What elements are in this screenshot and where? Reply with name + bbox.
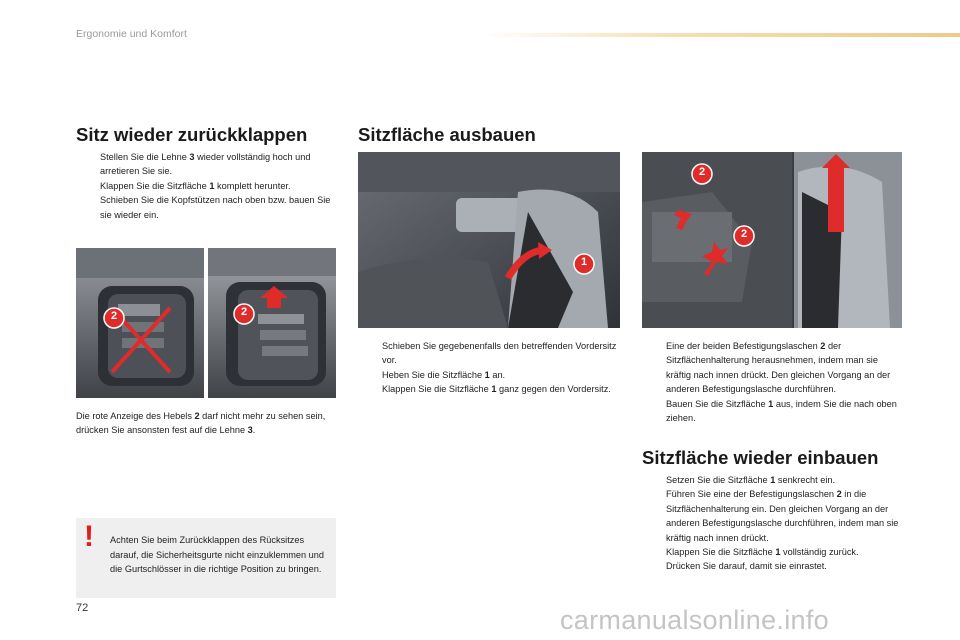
page-number: 72 [76, 602, 89, 614]
section-header: Ergonomie und Komfort [76, 28, 187, 40]
seat-lift-photo [358, 152, 620, 328]
callout-2: 2 [698, 166, 706, 178]
title-sitzflaeche-einbauen: Sitzfläche wieder einbauen [642, 447, 879, 468]
callout-2: 2 [240, 306, 248, 318]
steps-sitzflaeche-ausbauen [358, 339, 620, 397]
list-item: Bauen Sie die Sitzfläche 1 aus, indem Sie die nach oben ziehen. [666, 398, 897, 424]
list-item: Klappen Sie die Sitzfläche 1 komplett herunter. [100, 180, 291, 191]
list-item: Eine der beiden Befestigungslaschen 2 der Sitzflächenhalterung herausnehmen, indem man sie kräftig nach innen drückt. Den gleichen Vorgang an der anderen Befestigungslasche durchführen. [666, 341, 891, 395]
note-red-indicator: Die rote Anzeige des Hebels 2 darf nicht mehr zu sehen sein, drücken Sie ansonsten fest auf die Lehne 3. [76, 411, 326, 436]
list-item: Klappen Sie die Sitzfläche 1 ganz gegen den Vordersitz. [382, 384, 611, 395]
list-item: Setzen Sie die Sitzfläche 1 senkrecht ein. [666, 475, 836, 485]
list-item: Führen Sie eine der Befestigungslaschen 2 in die Sitzflächenhalterung ein. Den gleichen Vorgang an der anderen Befestigungslasche durchführen, indem man sie kräftig nach innen drückt. [666, 489, 899, 543]
list-item: Schieben Sie gegebenenfalls den betreffenden Vordersitz vor. [382, 341, 617, 366]
list-item: Heben Sie die Sitzfläche 1 an. [382, 369, 506, 380]
callout-2: 2 [740, 228, 748, 240]
list-item: Klappen Sie die Sitzfläche 1 vollständig zurück. [666, 547, 859, 558]
steps-sitzflaeche-einbauen [642, 473, 904, 574]
steps-sitz-zurueckklappen [76, 150, 338, 222]
watermark: carmanualsonline.info [560, 605, 829, 635]
steps-befestigungslaschen [642, 339, 904, 425]
lever-crossed-photo [76, 248, 204, 398]
title-sitzflaeche-ausbauen: Sitzfläche ausbauen [358, 124, 536, 145]
lever-push-photo [208, 248, 336, 398]
header-accent-bar [480, 33, 960, 37]
list-item: Drücken Sie darauf, damit sie einrastet. [666, 561, 827, 572]
warning-icon: ! [84, 520, 94, 553]
callout-1: 1 [580, 256, 588, 268]
callout-2: 2 [110, 310, 118, 322]
list-item: Schieben Sie die Kopfstützen nach oben bzw. bauen Sie sie wieder ein. [100, 195, 331, 220]
warning-text: Achten Sie beim Zurückklappen des Rücksitzes darauf, die Sicherheitsgurte nicht einzuklemmen und die Gurtschlösser in die richtige Position zu bringen. [110, 535, 324, 574]
list-item: Stellen Sie die Lehne 3 wieder vollständig hoch und arretieren Sie sie. [100, 152, 311, 177]
seat-latch-photo [642, 152, 902, 328]
title-sitz-zurueckklappen: Sitz wieder zurückklappen [76, 124, 308, 145]
